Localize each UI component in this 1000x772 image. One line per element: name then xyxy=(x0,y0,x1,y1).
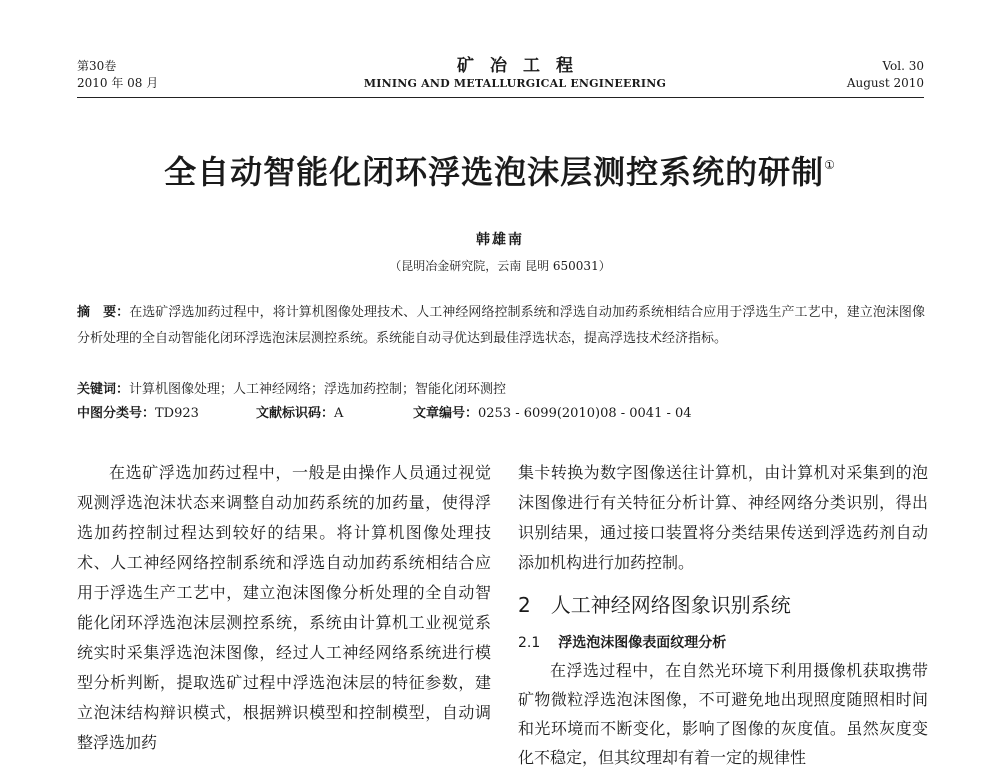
header-right xyxy=(847,58,924,92)
article-title xyxy=(0,147,1000,193)
date-en: August 2010 xyxy=(846,76,924,90)
body-right-column-2 xyxy=(518,656,928,772)
body-paragraph-continued: 集卡转换为数字图像送往计算机，由计算机对采集到的泡沫图像进行有关特征分析计算、神经网络分类识别，得出识别结果，通过接口装置将分类结果传送到浮选药剂自动添加机构进行加药控制。 xyxy=(518,463,928,572)
volume-cn: 第30卷 xyxy=(77,59,117,73)
body-right-column xyxy=(518,458,928,578)
clc xyxy=(77,402,199,426)
header-left xyxy=(77,58,158,92)
doc-code xyxy=(256,402,343,426)
keywords-text: 计算机图像处理；人工神经网络；浮选加药控制；智能化闭环测控 xyxy=(129,382,507,397)
subsection-number: 2.1 xyxy=(518,635,541,651)
doc-code-value: A xyxy=(334,406,344,421)
title-text: 全自动智能化闭环浮选泡沫层测控系统的研制 xyxy=(164,153,825,191)
article-id xyxy=(413,402,692,426)
section-number: 2 xyxy=(518,593,531,617)
section-title: 人工神经网络图象识别系统 xyxy=(550,593,791,617)
title-footnote-mark: ① xyxy=(824,158,836,172)
doc-code-label: 文献标识码： xyxy=(256,406,335,421)
body-paragraph: 在选矿浮选加药过程中，一般是由操作人员通过视觉观测浮选泡沫状态来调整自动加药系统的加药量，使得浮选加药控制过程达到较好的结果。将计算机图像处理技术、人工神经网络控制系统和浮选自动加药系统相结合应用于浮选生产工艺中，建立泡沫图像分析处理的全自动智能化闭环浮选泡沫层测控系统，系统由计算机工业视觉系统实时采集浮选泡沫图像，经过人工神经网络系统进行模型分析判断，提取选矿过程中浮选泡沫层的特征参数，建立泡沫结构辩识模式，根据辨识模型和控制模型，自动调整浮选加药 xyxy=(77,463,491,752)
clc-label: 中图分类号： xyxy=(77,406,156,421)
volume-en: Vol. 30 xyxy=(882,59,924,73)
author: 韩雄南 xyxy=(476,232,524,248)
abstract-text: 在选矿浮选加药过程中，将计算机图像处理技术、人工神经网络控制系统和浮选自动加药系统相结合应用于浮选生产工艺中，建立泡沫图像分析处理的全自动智能化闭环浮选泡沫层测控系统。系统能自动寻优达到最佳浮选状态，提高浮选技术经济指标。 xyxy=(77,305,925,346)
journal-title-en: MINING AND METALLURGICAL ENGINEERING xyxy=(363,77,667,90)
journal-title-cn: 矿冶工程 xyxy=(457,56,589,76)
keywords-label: 关键词： xyxy=(77,382,130,397)
abstract xyxy=(77,300,925,352)
affiliation: （昆明冶金研究院，云南 昆明 650031） xyxy=(389,259,611,273)
subsection-heading xyxy=(518,632,726,652)
body-paragraph-2: 在浮选过程中，在自然光环境下利用摄像机获取携带矿物微粒浮选泡沫图像，不可避免地出现照度随照相时间和光环境而不断变化，影响了图像的灰度值。虽然灰度变化不稳定，但其纹理却有着一定的规律性 xyxy=(518,661,928,767)
keywords xyxy=(77,378,506,402)
date-cn: 2010 年 08 月 xyxy=(77,76,159,90)
article-id-value: 0253 - 6099(2010)08 - 0041 - 04 xyxy=(478,406,692,421)
abstract-label: 摘 要： xyxy=(77,305,130,320)
header-rule xyxy=(77,97,924,98)
article-id-label: 文章编号： xyxy=(413,406,479,421)
header-center xyxy=(300,56,730,92)
clc-value: TD923 xyxy=(155,406,199,421)
section-heading xyxy=(518,589,791,618)
body-left-column xyxy=(77,458,491,758)
subsection-title: 浮选泡沫图像表面纹理分析 xyxy=(558,635,727,651)
